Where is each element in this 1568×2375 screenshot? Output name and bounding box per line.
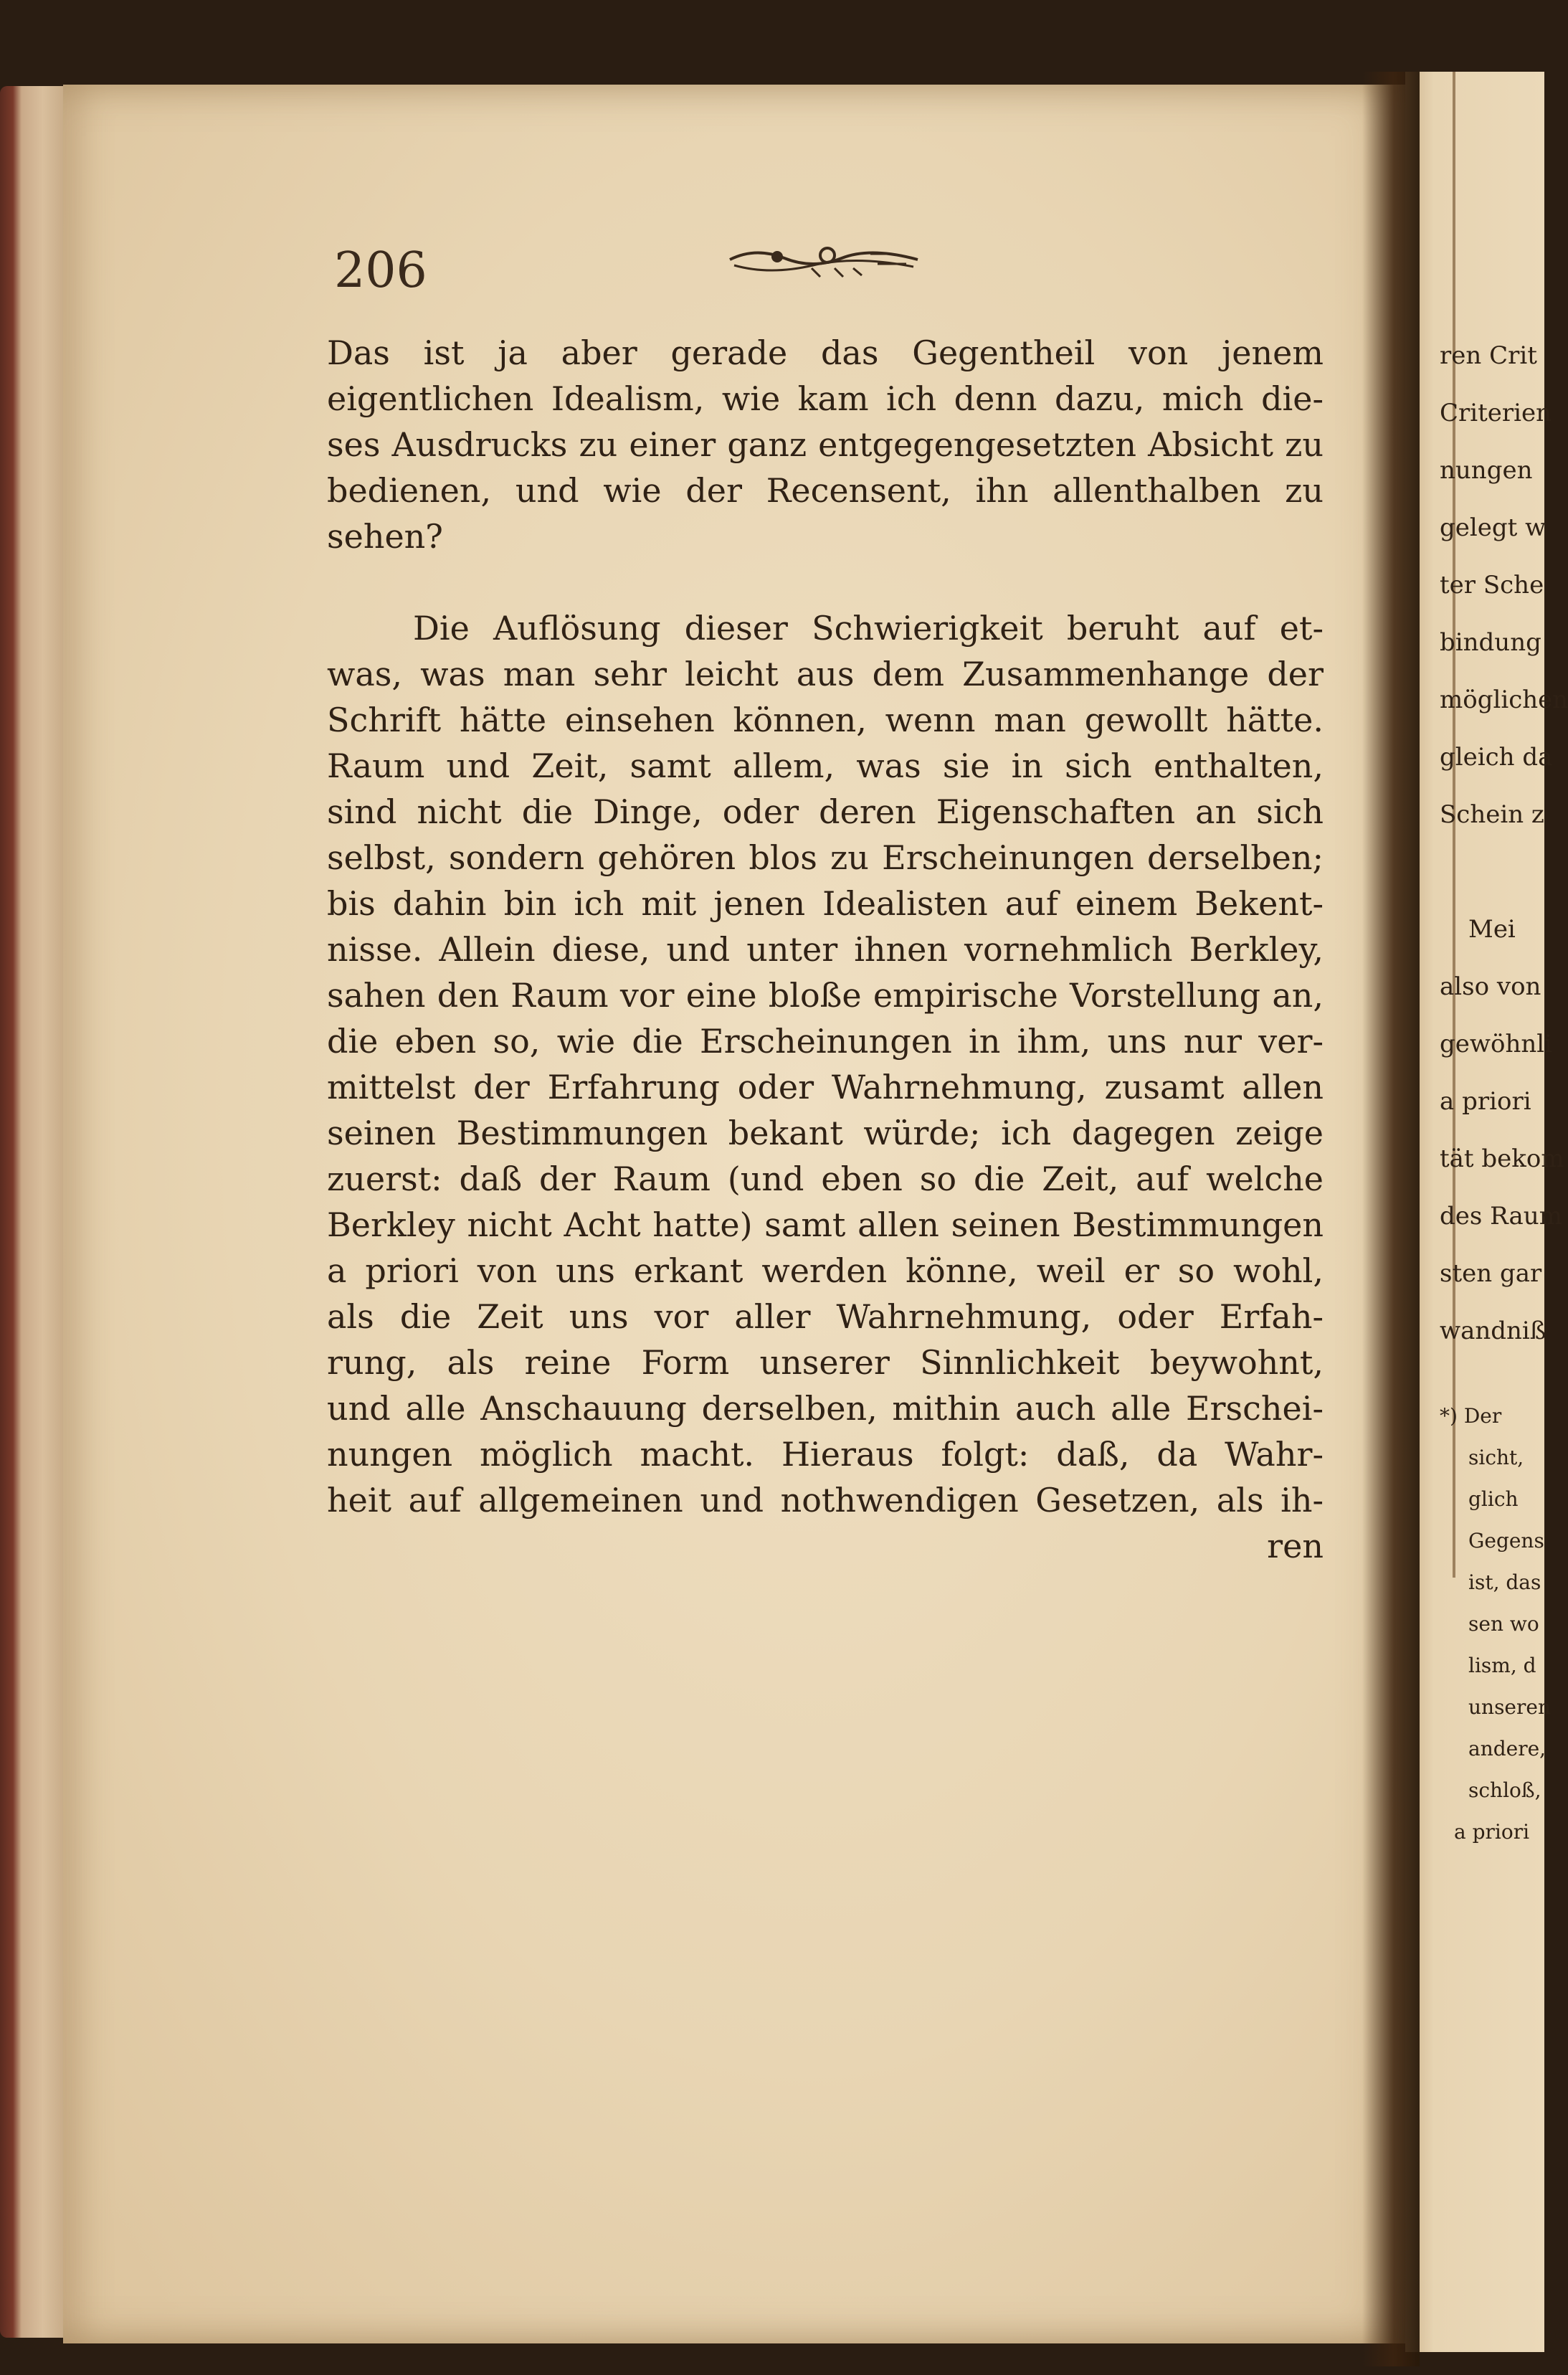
footnote-gap xyxy=(1440,1360,1544,1395)
facing-line: ren Crit xyxy=(1440,341,1537,370)
text-line: selbst, sondern gehören blos zu Erscheinungen derselben; xyxy=(327,838,1324,877)
text-line: nisse. Allein diese, und unter ihnen vornehmlich Berkley, xyxy=(327,930,1324,969)
text-line: nungen möglich macht. Hieraus folgt: daß, da Wahr- xyxy=(327,1435,1324,1474)
facing-line: nungen xyxy=(1440,456,1533,485)
facing-line: Criterien xyxy=(1440,399,1552,427)
facing-page-text xyxy=(1440,327,1568,1853)
text-line: ses Ausdrucks zu einer ganz entgegengesetzten Absicht zu xyxy=(327,425,1324,464)
facing-line: gewöhnli xyxy=(1440,1030,1553,1058)
footnote-line: schloß, xyxy=(1468,1778,1541,1802)
text-line: seinen Bestimmungen bekant würde; ich dagegen zeige xyxy=(327,1114,1324,1152)
footnote-line: a priori xyxy=(1454,1820,1530,1844)
facing-line: bindung xyxy=(1440,628,1541,657)
facing-line: möglichen xyxy=(1440,686,1568,714)
facing-line: des Raum xyxy=(1440,1202,1562,1231)
text-line: heit auf allgemeinen und nothwendigen Gesetzen, als ih- xyxy=(327,1481,1324,1520)
text-line: sahen den Raum vor eine bloße empirische Vorstellung an, xyxy=(327,976,1324,1015)
footnote-line: glich xyxy=(1468,1487,1519,1511)
text-line: bis dahin bin ich mit jenen Idealisten auf einem Bekent- xyxy=(327,884,1324,923)
facing-line: also von xyxy=(1440,972,1541,1001)
facing-line: gelegt w xyxy=(1440,513,1546,542)
header-ornament xyxy=(727,240,921,283)
facing-line: Schein z xyxy=(1440,800,1544,829)
paragraph-gap xyxy=(327,559,1324,605)
page-number: 206 xyxy=(334,242,427,299)
footnote-line: andere, xyxy=(1468,1737,1546,1760)
footnote-line: unseren xyxy=(1468,1695,1551,1719)
footnote-line: sicht, xyxy=(1468,1446,1524,1469)
book-gutter xyxy=(1362,72,1420,2366)
main-text xyxy=(327,330,1324,1569)
catchword: ren xyxy=(1267,1527,1324,1565)
text-line: als die Zeit uns vor aller Wahrnehmung, oder Erfah- xyxy=(327,1297,1324,1336)
text-line: sind nicht die Dinge, oder deren Eigenschaften an sich xyxy=(327,792,1324,831)
text-line: Das ist ja aber gerade das Gegentheil von jenem xyxy=(327,333,1324,372)
text-line: was, was man sehr leicht aus dem Zusammenhange der xyxy=(327,655,1324,693)
text-line: Schrift hätte einsehen können, wenn man gewollt hätte. xyxy=(327,701,1324,739)
facing-line: ter Sche xyxy=(1440,571,1544,599)
footnote-line: lism, d xyxy=(1468,1654,1536,1677)
footnote-line: ist, das xyxy=(1468,1570,1541,1594)
footnote-line: sen wo xyxy=(1468,1612,1539,1636)
text-line: sehen? xyxy=(327,517,443,556)
facing-line: a priori xyxy=(1440,1087,1531,1116)
facing-line: tät bekom xyxy=(1440,1144,1564,1173)
footnote-line: *) Der xyxy=(1440,1404,1502,1428)
text-line: rung, als reine Form unserer Sinnlichkeit beywohnt, xyxy=(327,1343,1324,1382)
text-line: die eben so, wie die Erscheinungen in ihm, uns nur ver- xyxy=(327,1022,1324,1061)
text-line: Raum und Zeit, samt allem, was sie in sich enthalten, xyxy=(327,746,1324,785)
book-edge xyxy=(0,86,65,2338)
facing-line: gleich da xyxy=(1440,743,1553,772)
text-line: Die Auflösung dieser Schwierigkeit beruht auf et- xyxy=(413,609,1324,648)
text-line: bedienen, und wie der Recensent, ihn allenthalben zu xyxy=(327,471,1324,510)
text-line: zuerst: daß der Raum (und eben so die Zeit, auf welche xyxy=(327,1160,1324,1198)
facing-line: wandniß xyxy=(1440,1317,1546,1345)
footnote-line: Gegens xyxy=(1468,1529,1544,1552)
text-line: Berkley nicht Acht hatte) samt allen seinen Bestimmungen xyxy=(327,1205,1324,1244)
facing-line xyxy=(1440,843,1544,901)
text-line: a priori von uns erkant werden könne, weil er so wohl, xyxy=(327,1251,1324,1290)
facing-line: sten gar xyxy=(1440,1259,1542,1288)
text-line: und alle Anschauung derselben, mithin auch alle Erschei- xyxy=(327,1389,1324,1428)
facing-line: Mei xyxy=(1468,915,1516,944)
text-line: mittelst der Erfahrung oder Wahrnehmung, zusamt allen xyxy=(327,1068,1324,1106)
text-line: eigentlichen Idealism, wie kam ich denn dazu, mich die- xyxy=(327,379,1324,418)
